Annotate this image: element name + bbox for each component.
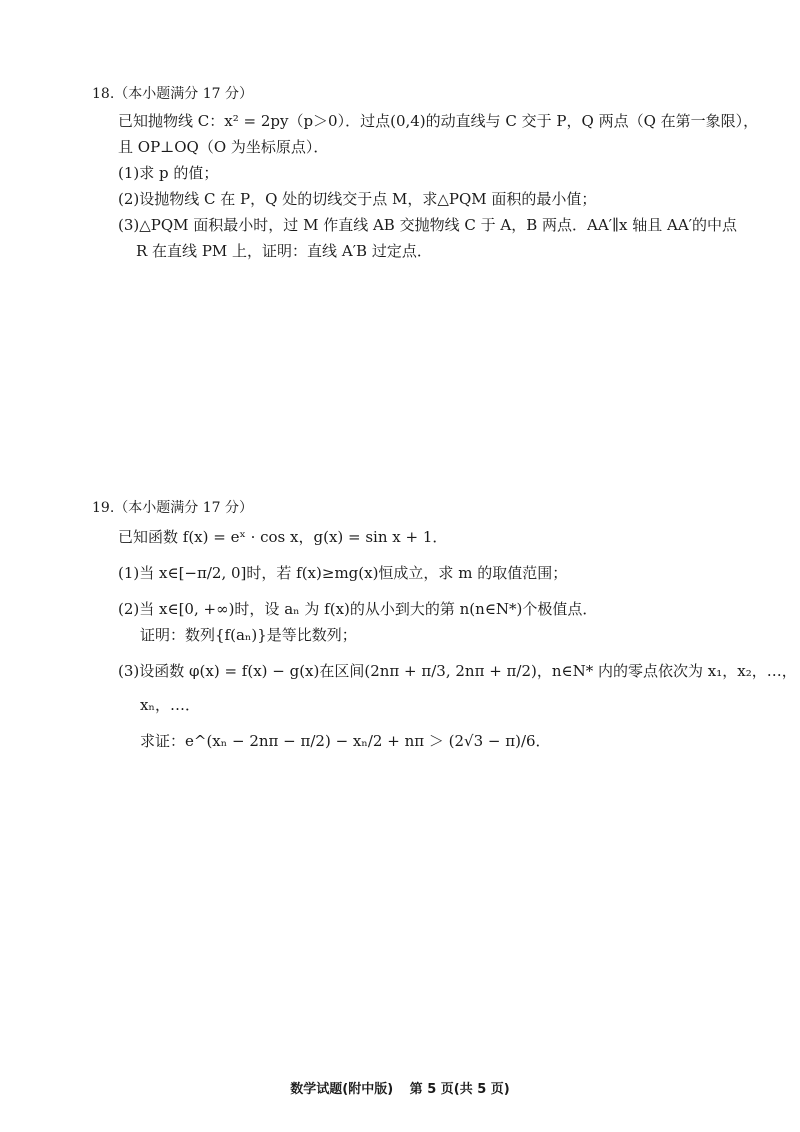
page-footer <box>0 1078 800 1097</box>
question-19-part-3-line-2: xₙ，…． <box>140 696 200 714</box>
question-18-stem-line-1: 已知抛物线 C：x² = 2py（p＞0）．过点(0,4)的动直线与 C 交于 P，Q 两点（Q 在第一象限）， <box>118 112 759 130</box>
question-18-part-2: (2)设抛物线 C 在 P，Q 处的切线交于点 M，求△PQM 面积的最小值； <box>118 190 597 208</box>
question-18-part-3-line-1: (3)△PQM 面积最小时，过 M 作直线 AB 交抛物线 C 于 A，B 两点．AA′∥x 轴且 AA′的中点 <box>118 216 738 234</box>
question-19-part-1: (1)当 x∈[−π/2, 0]时，若 f(x)≥mg(x)恒成立，求 m 的取值范围； <box>118 564 568 582</box>
question-19-part-2-line-2: 证明：数列{f(aₙ)}是等比数列； <box>140 626 357 644</box>
question-18-stem-line-2: 且 OP⊥OQ（O 为坐标原点）． <box>118 138 329 156</box>
question-19-stem: 已知函数 f(x) = eˣ · cos x，g(x) = sin x + 1． <box>118 528 448 546</box>
footer-page-number: 第 5 页(共 5 页) <box>409 1082 510 1097</box>
footer-title: 数学试题(附中版) <box>290 1082 394 1097</box>
question-18-header: 18.（本小题满分 17 分） <box>92 86 253 102</box>
question-19-part-2-line-1: (2)当 x∈[0, +∞)时，设 aₙ 为 f(x)的从小到大的第 n(n∈N*)个极值点． <box>118 600 598 618</box>
question-18-part-3-line-2: R 在直线 PM 上，证明：直线 A′B 过定点． <box>136 242 432 260</box>
question-19-part-3-line-1: (3)设函数 φ(x) = f(x) − g(x)在区间(2nπ + π/3, 2nπ + π/2)，n∈N* 内的零点依次为 x₁，x₂，…， <box>118 662 797 680</box>
question-19-header: 19.（本小题满分 17 分） <box>92 500 253 516</box>
question-18-part-1: (1)求 p 的值； <box>118 164 219 182</box>
question-19-part-3-claim: 求证：e^(xₙ − 2nπ − π/2) − xₙ/2 + nπ ＞ (2√3 − π)/6． <box>140 732 551 750</box>
